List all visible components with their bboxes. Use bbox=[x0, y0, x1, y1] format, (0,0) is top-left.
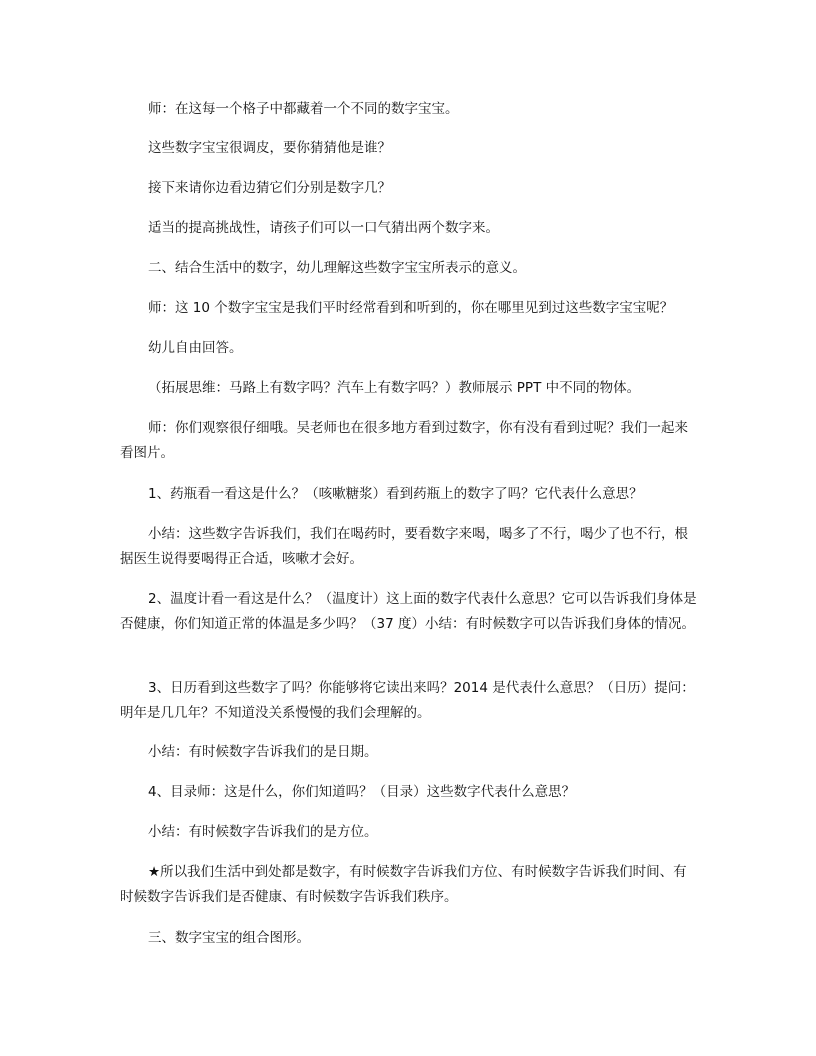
item-2-thermometer: 2、温度计看一看这是什么？（温度计）这上面的数字代表什么意思？它可以告诉我们身体是否健康，你们知道正常的体温是多少吗？（37 度）小结：有时候数字可以告诉我们身体的情况。 bbox=[120, 591, 697, 632]
paragraph-6: 师：这 10 个数字宝宝是我们平时经常看到和听到的，你在哪里见到过这些数字宝宝呢？ bbox=[148, 300, 674, 316]
paragraph-1: 师：在这每一个格子中都藏着一个不同的数字宝宝。 bbox=[148, 101, 459, 117]
summary-3: 小结：有时候数字告诉我们的是日期。 bbox=[148, 744, 378, 760]
item-3-calendar: 3、日历看到这些数字了吗？你能够将它读出来吗？2014 是代表什么意思？（日历）提问：明年是几几年？不知道没关系慢慢的我们会理解的。 bbox=[120, 680, 695, 721]
paragraph-2: 这些数字宝宝很调皮，要你猜猜他是谁？ bbox=[148, 140, 391, 156]
summary-1: 小结：这些数字告诉我们，我们在喝药时，要看数字来喝，喝多了不行，喝少了也不行，根据医生说得要喝得正合适，咳嗽才会好。 bbox=[120, 526, 688, 567]
conclusion-star: ★所以我们生活中到处都是数字，有时候数字告诉我们方位、有时候数字告诉我们时间、有时候数字告诉我们是否健康、有时候数字告诉我们秩序。 bbox=[120, 864, 687, 905]
paragraph-7: 幼儿自由回答。 bbox=[148, 340, 243, 356]
section-heading-3: 三、数字宝宝的组合图形。 bbox=[148, 930, 310, 946]
paragraph-3: 接下来请你边看边猜它们分别是数字几？ bbox=[148, 180, 391, 196]
item-1-medicine: 1、药瓶看一看这是什么？（咳嗽糖浆）看到药瓶上的数字了吗？它代表什么意思？ bbox=[148, 486, 643, 502]
paragraph-9: 师：你们观察很仔细哦。吴老师也在很多地方看到过数字，你有没有看到过呢？我们一起来看图片。 bbox=[120, 420, 688, 461]
summary-4: 小结：有时候数字告诉我们的是方位。 bbox=[148, 824, 378, 840]
item-4-catalog: 4、目录师：这是什么，你们知道吗？（目录）这些数字代表什么意思？ bbox=[148, 784, 576, 800]
section-heading-2: 二、结合生活中的数字，幼儿理解这些数字宝宝所表示的意义。 bbox=[148, 260, 526, 276]
paragraph-4: 适当的提高挑战性，请孩子们可以一口气猜出两个数字来。 bbox=[148, 220, 499, 236]
paragraph-8: （拓展思维：马路上有数字吗？汽车上有数字吗？）教师展示 PPT 中不同的物体。 bbox=[148, 380, 641, 396]
